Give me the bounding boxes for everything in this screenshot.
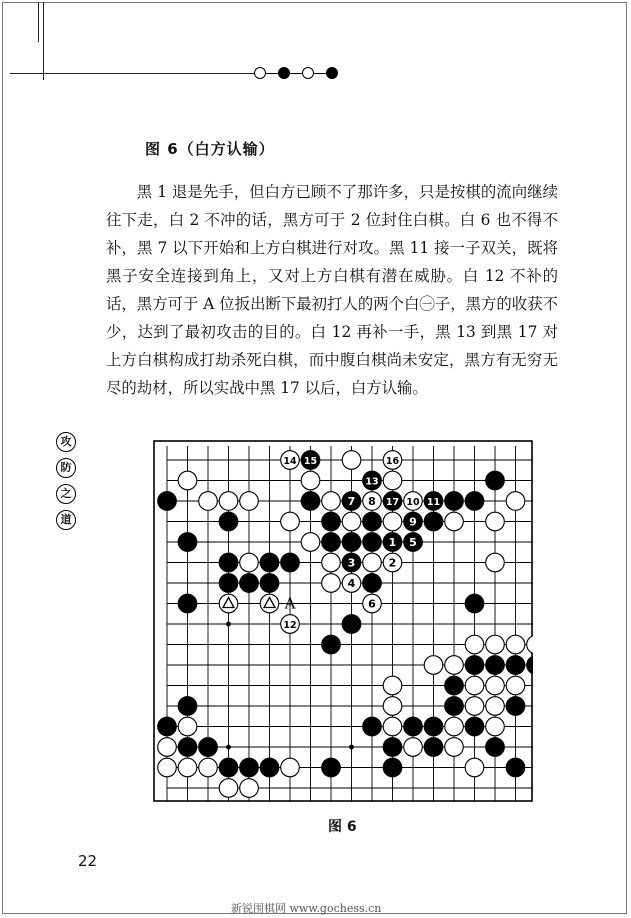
decorative-line (38, 2, 39, 42)
black-stone (486, 738, 505, 757)
white-stone (424, 656, 443, 675)
move-number: 2 (388, 556, 397, 570)
black-stone (322, 635, 341, 654)
white-stone (465, 676, 484, 695)
white-stone (301, 471, 320, 490)
white-stone (486, 635, 505, 654)
white-stone (240, 779, 259, 798)
white-stone (486, 676, 505, 695)
decorative-line (10, 73, 255, 74)
black-stone (178, 533, 197, 552)
white-stone (342, 451, 361, 470)
white-stone (178, 758, 197, 777)
black-stone (383, 758, 402, 777)
white-stone (322, 492, 341, 511)
move-number: 4 (347, 577, 356, 590)
black-stone (219, 574, 238, 593)
black-stone (363, 533, 382, 552)
black-stone (219, 758, 238, 777)
black-stone (424, 717, 443, 736)
white-stone (445, 656, 464, 675)
white-stone (383, 676, 402, 695)
black-stone (445, 492, 464, 511)
move-number: 6 (368, 597, 376, 611)
star-point (349, 745, 354, 750)
white-stone (486, 697, 505, 716)
black-stone (342, 615, 361, 634)
figure-caption: 图 6 (328, 819, 357, 835)
white-stone (383, 717, 402, 736)
move-number: 10 (406, 497, 420, 508)
move-number: 1 (388, 536, 397, 549)
black-stone (486, 471, 505, 490)
move-number: 15 (303, 456, 318, 467)
move-number: 16 (385, 456, 400, 467)
white-stone (158, 738, 177, 757)
black-stone (281, 553, 300, 572)
white-stone (219, 779, 238, 798)
black-stone (445, 676, 464, 695)
move-number: 17 (385, 497, 400, 508)
white-stone (465, 635, 484, 654)
white-stone (342, 512, 361, 531)
black-stone (199, 738, 218, 757)
move-number: 7 (347, 495, 356, 508)
black-stone (260, 758, 279, 777)
black-stone (178, 594, 197, 613)
black-stone (158, 492, 177, 511)
star-point (226, 745, 231, 750)
black-stone (383, 738, 402, 757)
white-stone (383, 471, 402, 490)
black-stone (158, 717, 177, 736)
white-stone (178, 471, 197, 490)
white-stone (158, 758, 177, 777)
black-stone (219, 512, 238, 531)
black-stone (363, 512, 382, 531)
black-stone (445, 697, 464, 716)
white-stone (486, 553, 505, 572)
black-stone (506, 758, 525, 777)
black-stone (465, 492, 484, 511)
black-stone (486, 656, 505, 675)
paragraph: 黑 1 退是先手，但白方已顾不了那许多，只是按棋的流向继续往下走，白 2 不冲的话，黑方可于 2 位封住白棋。白 6 也不得不补，黑 7 以下开始和上方白棋进行对攻。黑 11 接一子双关，既将黑子安全连接到角上，又对上方白棋有潜在威胁。白 12 不补的话，黑方可于 A 位扳出断下最初打人的两个白㊀子，黑方的收获不少，达到了最初攻击的目的。白 12 再补一手，黑 13 到黑 17 对上方白棋构成打劫杀死白棋，而中腹白棋尚未安定，黑方有无穷无尽的劫材，所以实战中黑 17 以后，白方认输。 (106, 183, 558, 397)
move-number: 3 (347, 556, 356, 570)
white-stone (199, 492, 218, 511)
black-stone (322, 533, 341, 552)
black-stone (424, 738, 443, 757)
black-stone (465, 656, 484, 675)
white-stone (301, 533, 320, 552)
side-title-char: 之 (56, 484, 76, 504)
side-title-char: 道 (56, 510, 76, 530)
black-stone (506, 697, 525, 716)
footer-watermark: 新锐围棋网 www.gochess.cn (231, 902, 382, 915)
black-stone (404, 717, 423, 736)
black-stone (424, 512, 443, 531)
white-stone (506, 635, 525, 654)
black-stone (465, 717, 484, 736)
white-stone (445, 738, 464, 757)
black-stone (506, 656, 525, 675)
black-stone (240, 574, 259, 593)
black-stone (178, 738, 197, 757)
white-stone (178, 717, 197, 736)
white-stone (281, 758, 300, 777)
black-stone (363, 717, 382, 736)
black-stone (322, 512, 341, 531)
black-stone (465, 594, 484, 613)
star-point (226, 622, 231, 627)
white-stone (383, 697, 402, 716)
body-text (106, 178, 558, 402)
black-stone (301, 492, 320, 511)
white-stone (486, 512, 505, 531)
label-a: A (284, 594, 296, 613)
decorative-line (43, 2, 44, 80)
white-stone (506, 676, 525, 695)
side-title-char: 攻 (56, 432, 76, 452)
white-stone (240, 553, 259, 572)
side-title (56, 432, 78, 536)
black-stone (260, 553, 279, 572)
black-stone (322, 758, 341, 777)
white-stone (383, 512, 402, 531)
move-number: 5 (409, 536, 417, 549)
move-number: 11 (426, 497, 441, 508)
move-number: 14 (283, 456, 297, 467)
white-stone (322, 553, 341, 572)
white-stone (363, 553, 382, 572)
black-stone (342, 533, 361, 552)
white-stone (486, 717, 505, 736)
white-stone (445, 717, 464, 736)
black-stone (178, 697, 197, 716)
move-number: 9 (409, 515, 417, 529)
white-stone (445, 512, 464, 531)
move-number: 12 (283, 620, 297, 631)
white-stone (219, 492, 238, 511)
white-stone (240, 492, 259, 511)
black-stone (240, 758, 259, 777)
white-stone (465, 758, 484, 777)
white-stone (465, 697, 484, 716)
black-stone (260, 574, 279, 593)
black-stone (363, 574, 382, 593)
move-number: 8 (368, 495, 376, 508)
side-title-char: 防 (56, 458, 76, 478)
white-stone (322, 574, 341, 593)
white-stone (506, 492, 525, 511)
section-heading: 图 6（白方认输） (145, 140, 275, 158)
black-stone (219, 553, 238, 572)
white-stone (199, 758, 218, 777)
go-board-diagram (153, 440, 533, 802)
page-number: 22 (78, 852, 98, 870)
white-stone (281, 512, 300, 531)
move-number: 13 (365, 476, 379, 488)
white-stone (404, 738, 423, 757)
